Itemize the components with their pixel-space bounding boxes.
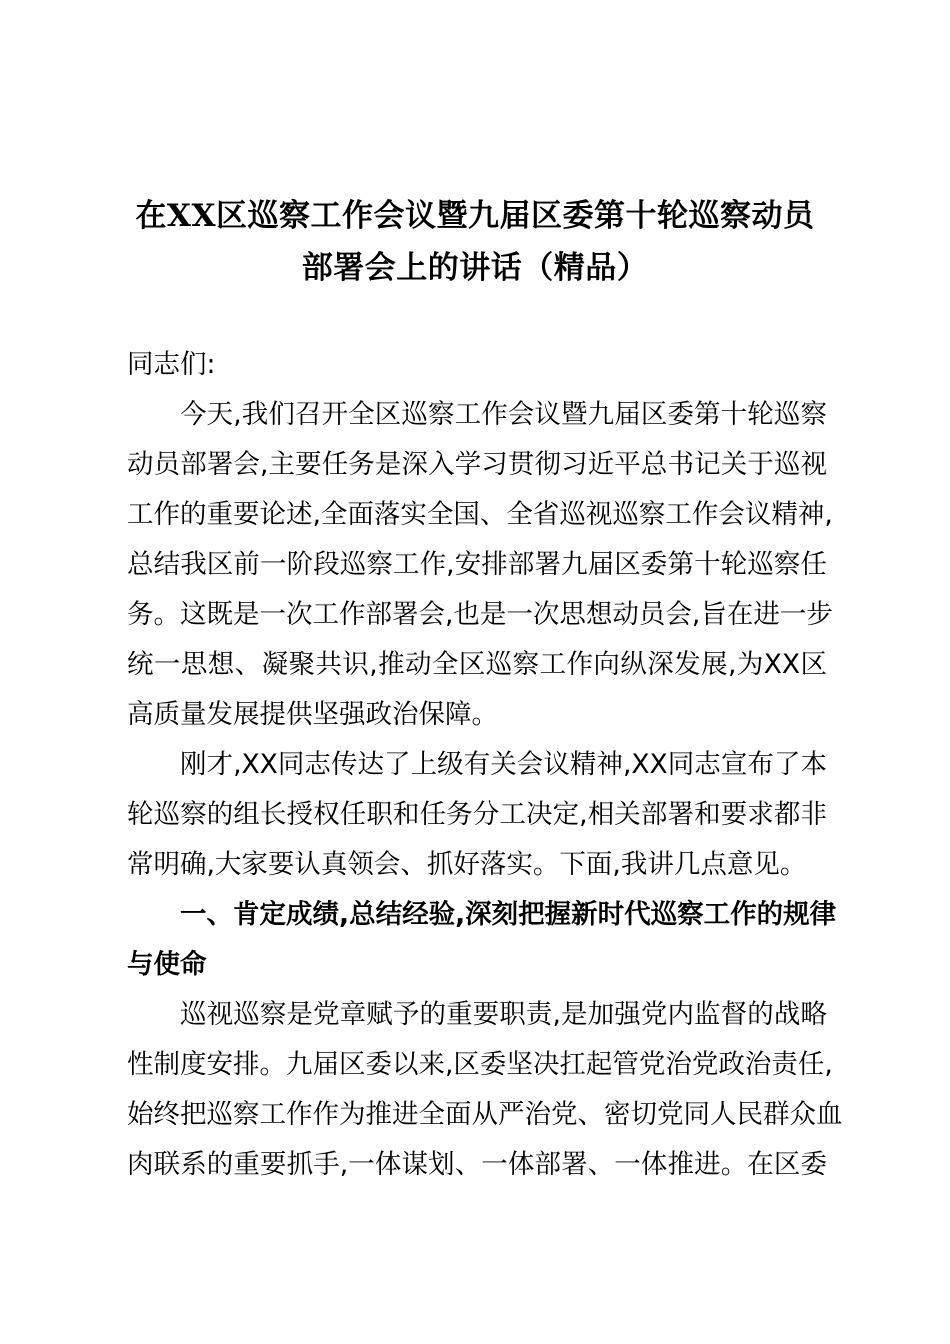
text-line: 务。这既是一次工作部署会,也是一次思想动员会,旨在进一步 [127, 599, 833, 630]
heading-line: 与使命 [127, 949, 207, 980]
text-line: 工作的重要论述,全面落实全国、全省巡视巡察工作会议精神, [127, 499, 833, 530]
paragraph-context [127, 740, 827, 890]
title-line-1: 在XX区巡察工作会议暨九届区委第十轮巡察动员 [135, 198, 815, 234]
text-line: 高质量发展提供坚强政治保障。 [127, 699, 498, 730]
document-title [127, 190, 823, 294]
text-line: 轮巡察的组长授权任职和任务分工决定,相关部署和要求都非 [127, 799, 827, 830]
heading-line: 一、肯定成绩,总结经验,深刻把握新时代巡察工作的规律 [180, 899, 837, 930]
greeting-text: 同志们: [127, 349, 216, 380]
text-line: 常明确,大家要认真领会、抓好落实。下面,我讲几点意见。 [127, 849, 807, 880]
text-line: 动员部署会,主要任务是深入学习贯彻习近平总书记关于巡视 [127, 449, 827, 480]
document-body [127, 340, 843, 1190]
text-line: 统一思想、凝聚共识,推动全区巡察工作向纵深发展,为XX区 [127, 649, 827, 680]
paragraph-section-1 [127, 990, 843, 1190]
text-line: 总结我区前一阶段巡察工作,安排部署九届区委第十轮巡察任 [127, 549, 827, 580]
greeting [127, 340, 827, 390]
text-line: 肉联系的重要抓手,一体谋划、一体部署、一体推进。在区委 [127, 1149, 827, 1180]
section-heading-1 [127, 890, 837, 990]
text-line: 刚才,XX同志传达了上级有关会议精神,XX同志宣布了本 [180, 749, 827, 780]
text-line: 始终把巡察工作作为推进全面从严治党、密切党同人民群众血 [127, 1099, 843, 1130]
paragraph-opening [127, 390, 833, 740]
title-line-2: 部署会上的讲话（精品） [301, 250, 649, 286]
text-line: 性制度安排。九届区委以来,区委坚决扛起管党治党政治责任, [127, 1049, 833, 1080]
text-line: 今天,我们召开全区巡察工作会议暨九届区委第十轮巡察 [180, 399, 827, 430]
text-line: 巡视巡察是党章赋予的重要职责,是加强党内监督的战略 [180, 999, 827, 1030]
